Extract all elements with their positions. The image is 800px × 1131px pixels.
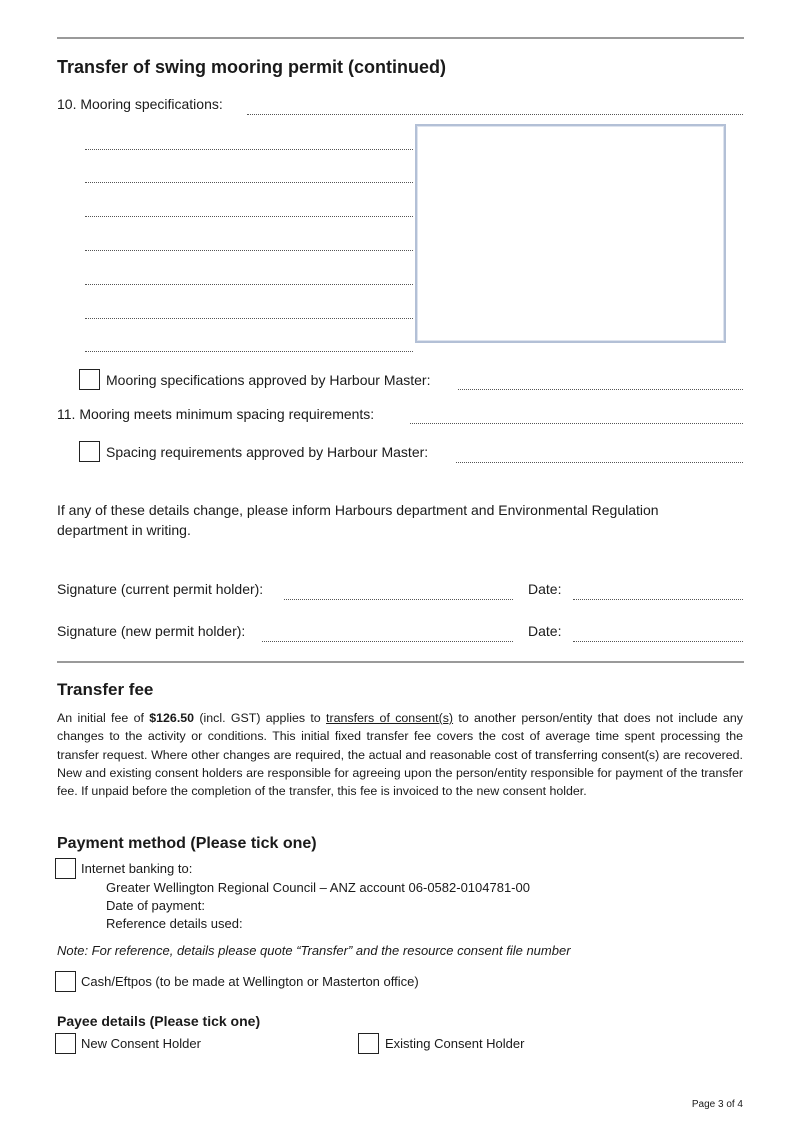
diagram-box[interactable] [415,124,726,343]
section-title: Transfer of swing mooring permit (continued) [57,57,447,77]
spacing-approved-checkbox[interactable] [79,441,100,462]
spec-line-4[interactable] [85,250,413,251]
reference-label: Reference details used: [106,916,243,931]
date-current-field[interactable] [573,599,743,600]
transfer-fee-title: Transfer fee [57,680,154,699]
signature-new-field[interactable] [262,641,513,642]
fee-text: (incl. GST) applies to [194,711,327,725]
payment-method-title: Payment method (Please tick one) [57,835,317,852]
spacing-approved-label: Spacing requirements approved by Harbour Master: [106,444,429,460]
spacing-approved-field[interactable] [456,462,743,463]
spacing-field[interactable] [410,423,743,424]
signature-current-label: Signature (current permit holder): [57,581,264,597]
date-new-field[interactable] [573,641,743,642]
spec-line-3[interactable] [85,216,413,217]
signature-new-label: Signature (new permit holder): [57,623,246,639]
internet-banking-label: Internet banking to: [81,861,193,876]
spec-line-1[interactable] [85,149,413,150]
transfers-of-consent-link[interactable]: transfers of consent(s) [326,711,454,725]
mooring-approved-label: Mooring specifications approved by Harbour Master: [106,372,431,388]
transfer-fee-paragraph [57,709,743,800]
mooring-approved-checkbox[interactable] [79,369,100,390]
cash-eftpos-label: Cash/Eftpos (to be made at Wellington or Masterton office) [81,974,419,989]
date-current-label: Date: [528,581,562,597]
reference-note: Note: For reference, details please quote “Transfer” and the resource consent file number [57,943,571,958]
fee-amount: $126.50 [149,711,195,725]
notice-line-2: department in writing. [57,522,191,538]
date-new-label: Date: [528,623,562,639]
item-10-label: 10. Mooring specifications: [57,96,223,112]
mooring-approved-field[interactable] [458,389,743,390]
item-11-label: 11. Mooring meets minimum spacing requirements: [57,406,375,422]
signature-current-field[interactable] [284,599,513,600]
payee-title: Payee details (Please tick one) [57,1013,261,1029]
fee-text: An initial fee of [57,711,150,725]
notice-line-1: If any of these details change, please inform Harbours department and Environmental Regulation [57,502,659,518]
bank-account: Greater Wellington Regional Council – ANZ account 06-0582-0104781-00 [106,880,530,895]
mid-divider [57,661,744,663]
new-consent-holder-label: New Consent Holder [81,1036,201,1051]
cash-eftpos-checkbox[interactable] [55,971,76,992]
existing-consent-holder-label: Existing Consent Holder [385,1036,525,1051]
spec-line-7[interactable] [85,351,413,352]
page-number: Page 3 of 4 [691,1099,743,1110]
fee-text: to another person/entity that does not include any changes to the activity or conditions. This initial fixed transfer fee covers the cost of average time spent processing the transfer request. Where other changes are required, the actual and reasonable cost of transferring consent(s) are recovered. New and existing consent holders are responsible for agreeing upon the person/entity responsible for payment of the transfer fee. If unpaid before the completion of the transfer, this fee is invoiced to the new consent holder. [57,711,743,799]
spec-line-6[interactable] [85,318,413,319]
mooring-specifications-field[interactable] [247,114,743,115]
new-consent-holder-checkbox[interactable] [55,1033,76,1054]
internet-banking-checkbox[interactable] [55,858,76,879]
date-of-payment-label: Date of payment: [106,898,205,913]
existing-consent-holder-checkbox[interactable] [358,1033,379,1054]
spec-line-5[interactable] [85,284,413,285]
spec-line-2[interactable] [85,182,413,183]
top-divider [57,37,744,39]
